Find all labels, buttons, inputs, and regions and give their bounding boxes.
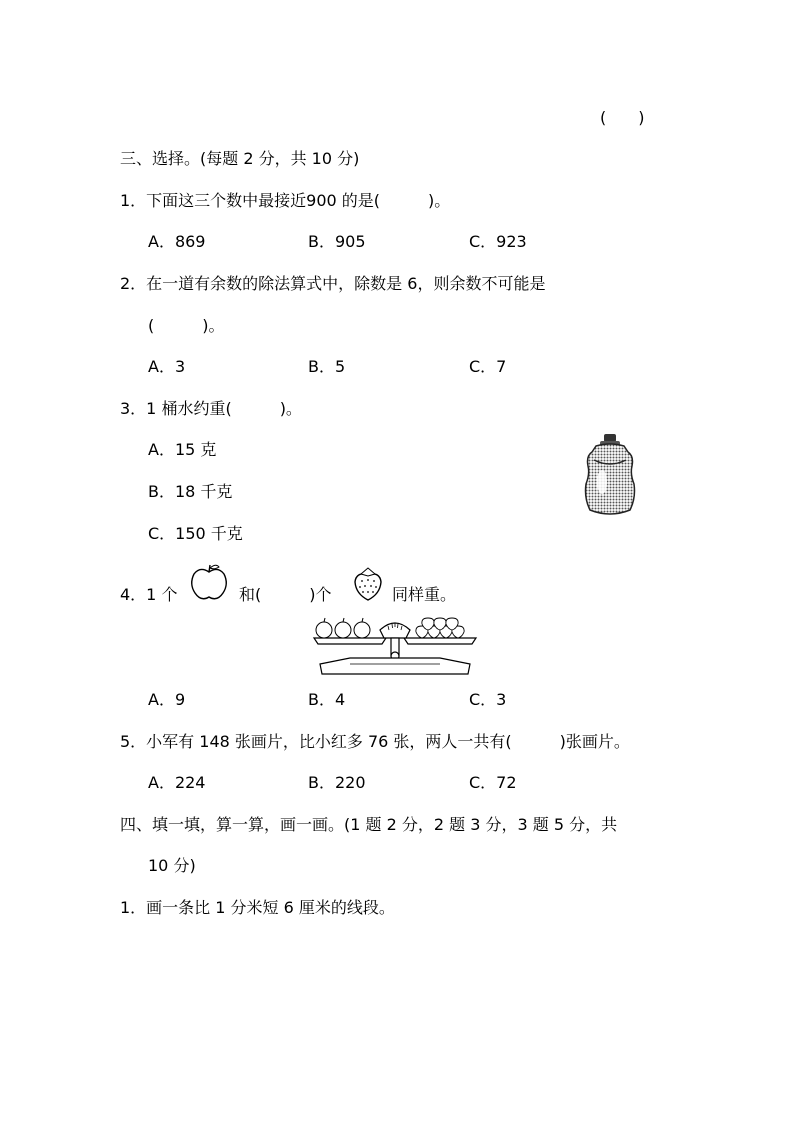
strawberry-icon	[352, 566, 384, 602]
q4-stem-part2: 和( )个	[239, 585, 332, 604]
q4-option-c: C．3	[469, 690, 507, 709]
q2-option-b: B．5	[308, 357, 346, 376]
q4-option-a: A．9	[148, 690, 186, 709]
q1-stem: 1．下面这三个数中最接近900 的是( )。	[120, 191, 451, 210]
q5-option-a: A．224	[148, 773, 206, 792]
q3-option-c: C．150 千克	[148, 524, 243, 543]
q1-option-c: C．923	[469, 232, 527, 251]
apple-icon	[190, 562, 228, 602]
q3-option-a: A．15 克	[148, 440, 217, 459]
section3-title: 三、选择。(每题 2 分，共 10 分)	[120, 149, 360, 168]
q1-option-b: B．905	[308, 232, 366, 251]
section4-title-line1: 四、填一填，算一算，画一画。(1 题 2 分，2 题 3 分，3 题 5 分，共	[120, 815, 618, 834]
water-bucket-icon	[582, 432, 638, 518]
q2-stem-line2: ( )。	[148, 316, 225, 335]
section4-title-line2: 10 分)	[148, 856, 196, 875]
q5-option-c: C．72	[469, 773, 517, 792]
q2-option-a: A．3	[148, 357, 186, 376]
q4-stem-part3: 同样重。	[392, 585, 457, 604]
q5-option-b: B．220	[308, 773, 366, 792]
balance-scale-icon	[310, 612, 480, 680]
q4-option-b: B．4	[308, 690, 346, 709]
q5-stem: 5．小军有 148 张画片，比小红多 76 张，两人一共有( )张画片。	[120, 732, 630, 751]
section4-q1: 1．画一条比 1 分米短 6 厘米的线段。	[120, 898, 395, 917]
q1-option-a: A．869	[148, 232, 206, 251]
q2-option-c: C．7	[469, 357, 507, 376]
q3-stem: 3．1 桶水约重( )。	[120, 399, 302, 418]
q2-stem-line1: 2．在一道有余数的除法算式中，除数是 6，则余数不可能是	[120, 274, 546, 293]
q4-stem-part1: 4．1 个	[120, 585, 178, 604]
answer-blank-top: ( )	[600, 108, 645, 127]
q3-option-b: B．18 千克	[148, 482, 233, 501]
